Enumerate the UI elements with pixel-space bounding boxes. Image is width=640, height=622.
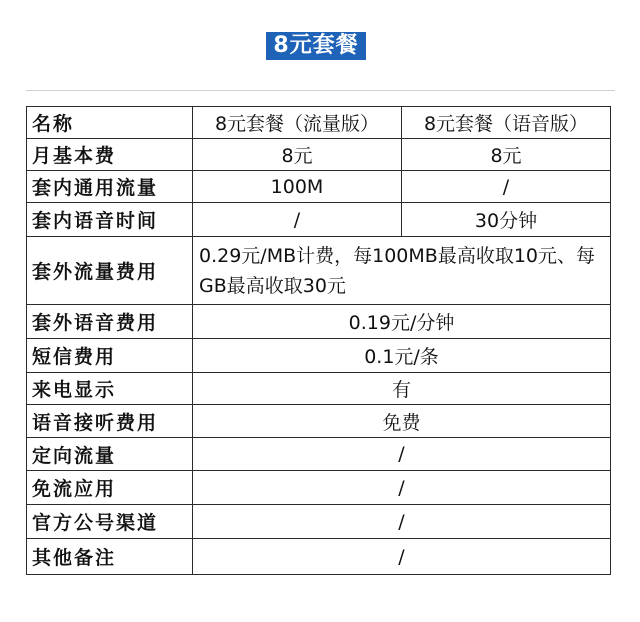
table-row-caller-id [27, 373, 611, 405]
row-value-data-plan: / [193, 203, 402, 237]
table-row-extra-data-fee [27, 237, 611, 305]
table-row-targeted-data [27, 438, 611, 471]
table-row-included-data [27, 171, 611, 203]
table-row-incoming-call-fee [27, 405, 611, 438]
table-row-other-notes [27, 539, 611, 575]
row-label: 月基本费 [27, 139, 193, 171]
plan-comparison-table [26, 106, 611, 575]
row-value-merged: 0.29元/MB计费，每100MB最高收取10元、每GB最高收取30元 [193, 237, 611, 305]
row-label: 官方公号渠道 [27, 505, 193, 539]
table-row-included-voice [27, 203, 611, 237]
row-value-voice-plan: / [402, 171, 611, 203]
row-value-voice-plan: 30分钟 [402, 203, 611, 237]
row-value-merged: 有 [193, 373, 611, 405]
row-label: 套内通用流量 [27, 171, 193, 203]
row-label: 来电显示 [27, 373, 193, 405]
header-label-cell: 名称 [27, 107, 193, 139]
header-plan-data-cell: 8元套餐（流量版） [193, 107, 402, 139]
row-value-voice-plan: 8元 [402, 139, 611, 171]
table-row-monthly-fee [27, 139, 611, 171]
row-value-merged: 免费 [193, 405, 611, 438]
row-value-merged: 0.19元/分钟 [193, 305, 611, 339]
row-label: 定向流量 [27, 438, 193, 471]
table-row-extra-voice-fee [27, 305, 611, 339]
header-plan-voice-cell: 8元套餐（语音版） [402, 107, 611, 139]
table-header-row [27, 107, 611, 139]
row-label: 短信费用 [27, 339, 193, 373]
row-value-merged: / [193, 539, 611, 575]
row-value-merged: / [193, 438, 611, 471]
row-value-merged: / [193, 471, 611, 505]
row-label: 套内语音时间 [27, 203, 193, 237]
row-label: 语音接听费用 [27, 405, 193, 438]
table-row-sms-fee [27, 339, 611, 373]
row-value-merged: / [193, 505, 611, 539]
title-divider [26, 90, 615, 91]
row-label: 其他备注 [27, 539, 193, 575]
page-title: 8元套餐 [266, 32, 366, 60]
row-value-merged: 0.1元/条 [193, 339, 611, 373]
row-label: 免流应用 [27, 471, 193, 505]
table-row-official-channel [27, 505, 611, 539]
row-label: 套外流量费用 [27, 237, 193, 305]
row-value-data-plan: 100M [193, 171, 402, 203]
row-label: 套外语音费用 [27, 305, 193, 339]
row-value-data-plan: 8元 [193, 139, 402, 171]
table-row-free-data-apps [27, 471, 611, 505]
